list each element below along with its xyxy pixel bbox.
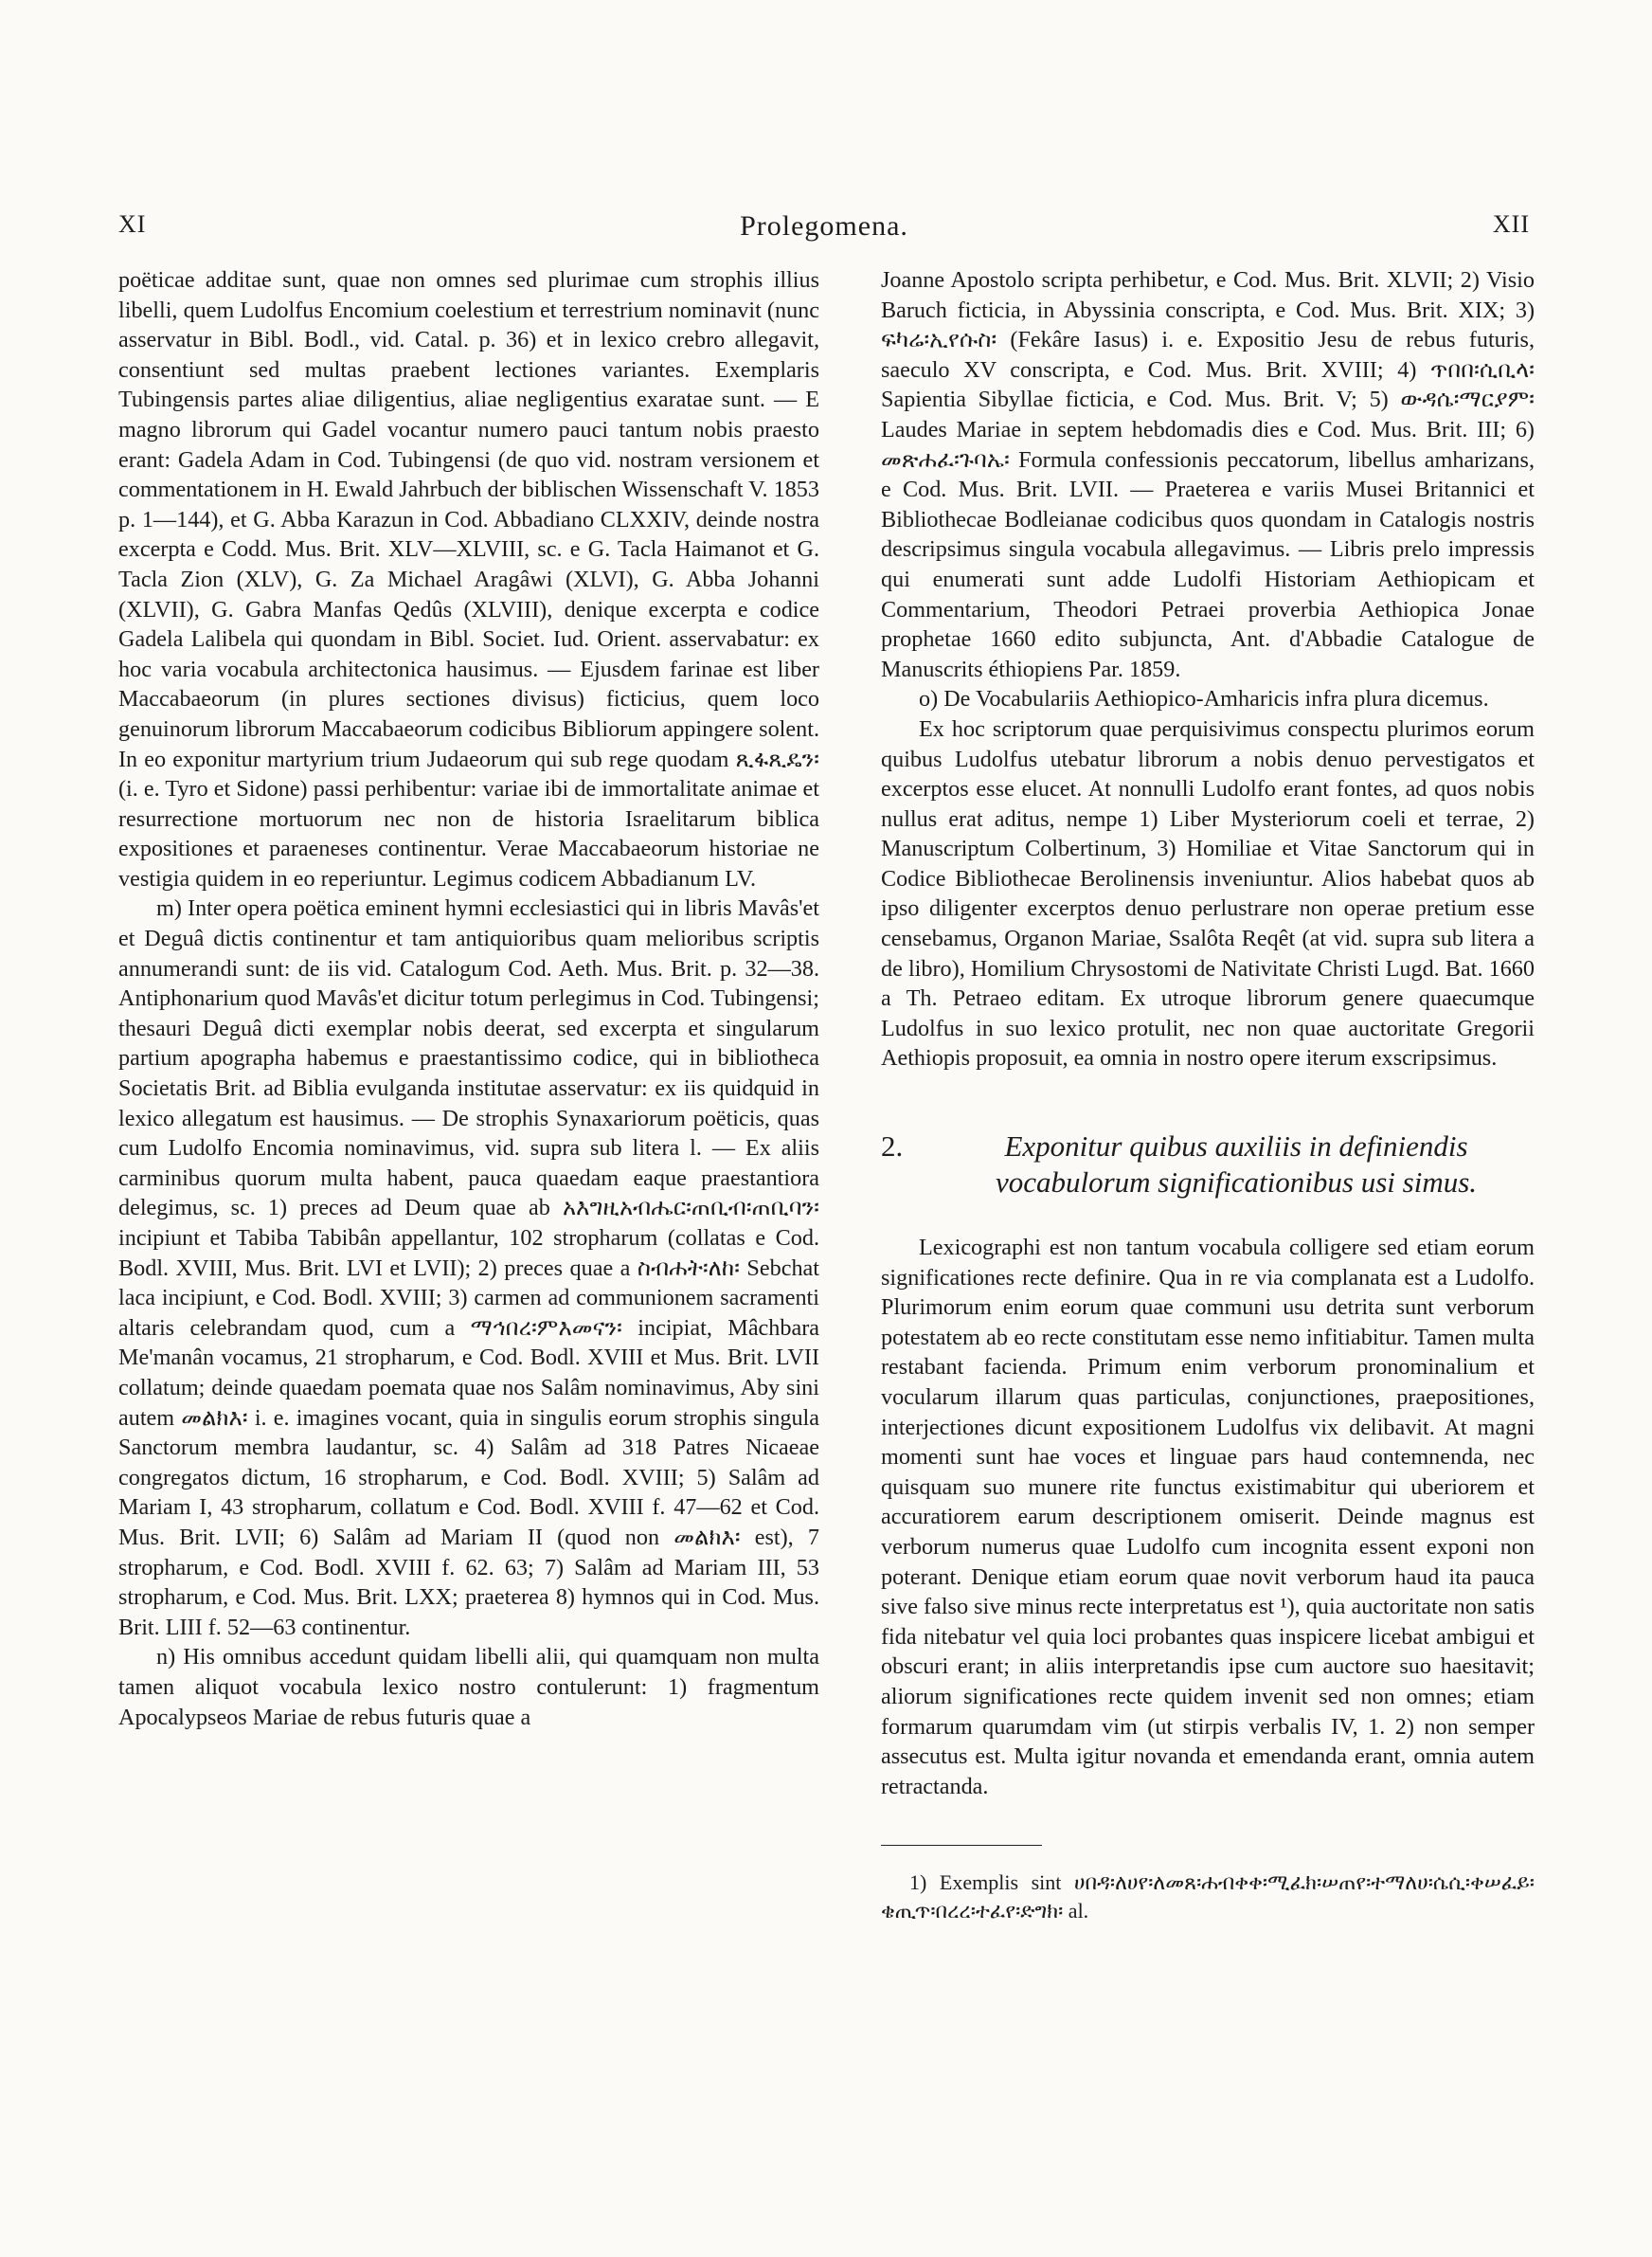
paragraph-l1: poëticae additae sunt, quae non omnes sed plurimae cum strophis illius libelli, quem Ludolfus Encomium coelestium et terrestrium nominavit (nunc asservatur in Bibl. Bodl., vid. Catal. p. 36) et in lexico crebro allegavit, consentiunt sed multas praebent lectiones variantes. Exemplaris Tubingensis partes aliae diligentius, aliae negligentius exaratae sunt. — E magno librorum qui Gadel vocantur numero pauci tantum nobis praesto erant: Gadela Adam in Cod. Tubingensi (de quo vid. nostram versionem et commentationem in H. Ewald Jahrbuch der biblischen Wissenschaft V. 1853 p. 1—144), et G. Abba Karazun in Cod. Abbadiano CLXXIV, deinde nostra excerpta e Codd. Mus. Brit. XLV—XLVIII, sc. e G. Tacla Haimanot et G. Tacla Zion (XLV), G. Za Michael Aragâwi (XLVI), G. Abba Johanni (XLVII), G. Gabra Manfas Qedûs (XLVIII), denique excerpta e codice Gadela Lalibela qui quondam in Bibl. Societ. Iud. Orient. asservabatur: ex hoc varia vocabula architectonica hausimus. — Ejusdem farinae est liber Maccabaeorum (in plures sectiones divisus) ficticius, quem loco genuinorum librorum Maccabaeorum codicibus Bibliorum appingere solent. In eo exponitur martyrium trium Judaeorum qui sub rege quodam ጺፋጺዴን፡ (i. e. Tyro et Sidone) passi perhibentur: variae ibi de immortalitate animae et resurrectione mortuorum nec non de historia Israelitarum biblica expositiones et paraeneses continentur. Verae Maccabaeorum historiae ne vestigia quidem in eo reperiuntur. Legimus codicem Abbadianum LV.: [118, 267, 819, 892]
paragraph-l2: m) Inter opera poëtica eminent hymni ecclesiastici qui in libris Mavâs'et et Deguâ dictis continentur et tam antiquioribus quam melioribus scriptis annumerandi sunt: de iis vid. Catalogum Cod. Aeth. Mus. Brit. p. 32—38. Antiphonarium quod Mavâs'et dicitur totum perlegimus in Cod. Tubingensi; thesauri Deguâ dicti exemplar nobis deerat, sed excerpta et singularum partium apographa habemus e praestantissimo codice, qui in bibliotheca Societatis Brit. ad Biblia evulganda institutae asservatur: ex iis quidquid in lexico allegatum est hausimus. — De strophis Synaxariorum poëticis, quas cum Ludolfo Encomia nominavimus, vid. supra sub litera l. — Ex aliis carminibus quorum multa habent, pauca quaedam eaque praestantiora delegimus, sc. 1) preces ad Deum quae ab አእግዚአብሔር፡ጠቢብ፡ጠቢባን፡ incipiunt et Tabiba Tabibân appellantur, 102 stropharum (collatas e Cod. Bodl. XVIII, Mus. Brit. LVI et LVII); 2) preces quae a ስብሐት፡ለከ፡ Sebchat laca incipiunt, e Cod. Bodl. XVIII; 3) carmen ad communionem sacramenti altaris celebrandam quod, cum a ማኅበረ፡ምእመናን፡ incipiat, Mâchbara Me'manân vocamus, 21 stropharum, e Cod. Bodl. XVIII et Mus. Brit. LVII collatum; deinde quaedam poemata quae nos Salâm nominavimus, Aby sini autem መልክእ፡ i. e. imagines vocant, quia in singulis eorum strophis singula Sanctorum membra laudantur, sc. 4) Salâm ad 318 Patres Nicaeae congregatos dictum, 16 stropharum, e Cod. Bodl. XVIII; 5) Salâm ad Mariam I, 43 stropharum, collatum e Cod. Bodl. XVIII f. 47—62 et Cod. Mus. Brit. LVII; 6) Salâm ad Mariam II (quod non መልክእ፡ est), 7 stropharum, e Cod. Bodl. XVIII f. 62. 63; 7) Salâm ad Mariam III, 53 stropharum, e Cod. Mus. Brit. LXX; praeterea 8) hymnos qui in Cod. Mus. Brit. LIII f. 52—63 continentur.: [118, 895, 819, 1640]
paragraph-l3: n) His omnibus accedunt quidam libelli alii, qui quamquam non multa tamen aliquot vocabula lexico nostro contulerunt: 1) fragmentum Apocalypseos Mariae de rebus futuris quae a: [118, 1644, 819, 1730]
paragraph-r1: Joanne Apostolo scripta perhibetur, e Cod. Mus. Brit. XLVII; 2) Visio Baruch ficticia, in Abyssinia conscripta, e Cod. Mus. Brit. XIX; 3) ፍካሬ፡ኢየሱስ፡ (Fekâre Iasus) i. e. Expositio Jesu de rebus futuris, saeculo XV conscripta, e Cod. Mus. Brit. XVIII; 4) ጥበበ፡ሲቢላ፡ Sapientia Sibyllae ficticia, e Cod. Mus. Brit. V; 5) ውዳሴ፡ማርያም፡ Laudes Mariae in septem hebdomadis dies e Cod. Mus. Brit. III; 6) መጽሐፈ፡ጉባኤ፡ Formula confessionis peccatorum, libellus amharizans, e Cod. Mus. Brit. LVII. — Praeterea e variis Musei Britannici et Bibliothecae Bodleianae codicibus quos quondam in Catalogis nostris descripsimus singula vocabula allegavimus. — Libris prelo impressis qui enumerati sunt adde Ludolfi Historiam Aethiopicam et Commentarium, Theodori Petraei proverbia Aethiopica Jonae prophetae 1660 edito subjuncta, Ant. d'Abbadie Catalogue de Manuscrits éthiopiens Par. 1859.: [881, 267, 1535, 682]
left-page-number: XI: [118, 210, 147, 238]
footnote-rule: [881, 1845, 1042, 1846]
section-paragraph: Lexicographi est non tantum vocabula colligere sed etiam eorum significationes recte definire. Qua in re via complanata est a Ludolfo. Plurimorum enim eorum quae communi usu detrita sunt verborum potestatem ab eo recte constitutam esse nemo infitiabitur. Tamen multa restabant facienda. Primum enim verborum pronominalium et vocularum illarum quas particulas, conjunctiones, praepositiones, interjectiones dicunt expositionem Ludolfus vix delibavit. At magni momenti sunt hae voces et linguae pars haud contemnenda, nec quisquam suo munere rite functus existimabitur qui uberiorem et accuratiorem earum descriptionem omiserit. Deinde magnus est verborum numerus quae Ludolfo cum incognita essent exponi non poterant. Denique etiam eorum quae novit verborum haud ita pauca sive falso sive minus recte interpretatus est ¹), quia auctoritate non satis fida nitebatur vel quia loci probantes quas inspicere licebat ambigui et obscuri erant; in aliis interpretandis ipse cum auctore suo haesitavit; aliorum significationes recte quidem invenit sed non omnes; etiam formarum quarumdam vim (ut stirpis verbalis IV, 1. 2) non semper assecutus est. Multa igitur novanda et emendanda erant, omnia autem retractanda.: [881, 1235, 1535, 1799]
paragraph-r2: o) De Vocabulariis Aethiopico-Amharicis infra plura dicemus.: [919, 686, 1489, 713]
section-heading: [881, 1128, 1535, 1201]
running-header: [118, 210, 1530, 248]
section-title: Exponitur quibus auxiliis in definiendis vocabulorum significationibus usi simus.: [995, 1129, 1478, 1200]
paragraph-r3: Ex hoc scriptorum quae perquisivimus conspectu plurimos eorum quibus Ludolfus utebatur librorum a nobis denuo pervestigatos et excerptos esse elucet. At nonnulli Ludolfo erant fontes, ad quos nobis nullus erat aditus, nempe 1) Liber Mysteriorum coeli et terrae, 2) Manuscriptum Colbertinum, 3) Homiliae et Vitae Sanctorum qui in Codice Bibliothecae Berolinensis inveniuntur. Alios habebat quos ab ipso diligenter excerptos denuo perlustrare non operae pretium esse censebamus, Organon Mariae, Ssalôta Reqêt (at vid. supra sub litera a de libro), Homilium Chrysostomi de Nativitate Christi Lugd. Bat. 1660 a Th. Petraeo editam. Ex utroque librorum genere quaecumque Ludolfus in suo lexico protulit, nec non quae auctoritate Gregorii Aethiopis proposuit, ea omnia in nostro opere iterum exscripsimus.: [881, 715, 1535, 1072]
footnote: 1) Exemplis sint ሀበዳ፡ለሀየ፡ለመጸ፡ሐብቀቀ፡ሚፈክ፡ሠጠየ፡ተማለሀ፡ሴሲ፡ቀሠፈይ፡ቄጢጥ፡በረረ፡ተፈየ፡ድግክ፡ al.: [881, 1870, 1535, 1923]
section-number: 2.: [881, 1129, 904, 1164]
running-title: Prolegomena.: [740, 210, 908, 242]
right-page-number: XII: [1492, 210, 1530, 238]
right-column: [881, 265, 1535, 1925]
left-column: [118, 265, 819, 1732]
